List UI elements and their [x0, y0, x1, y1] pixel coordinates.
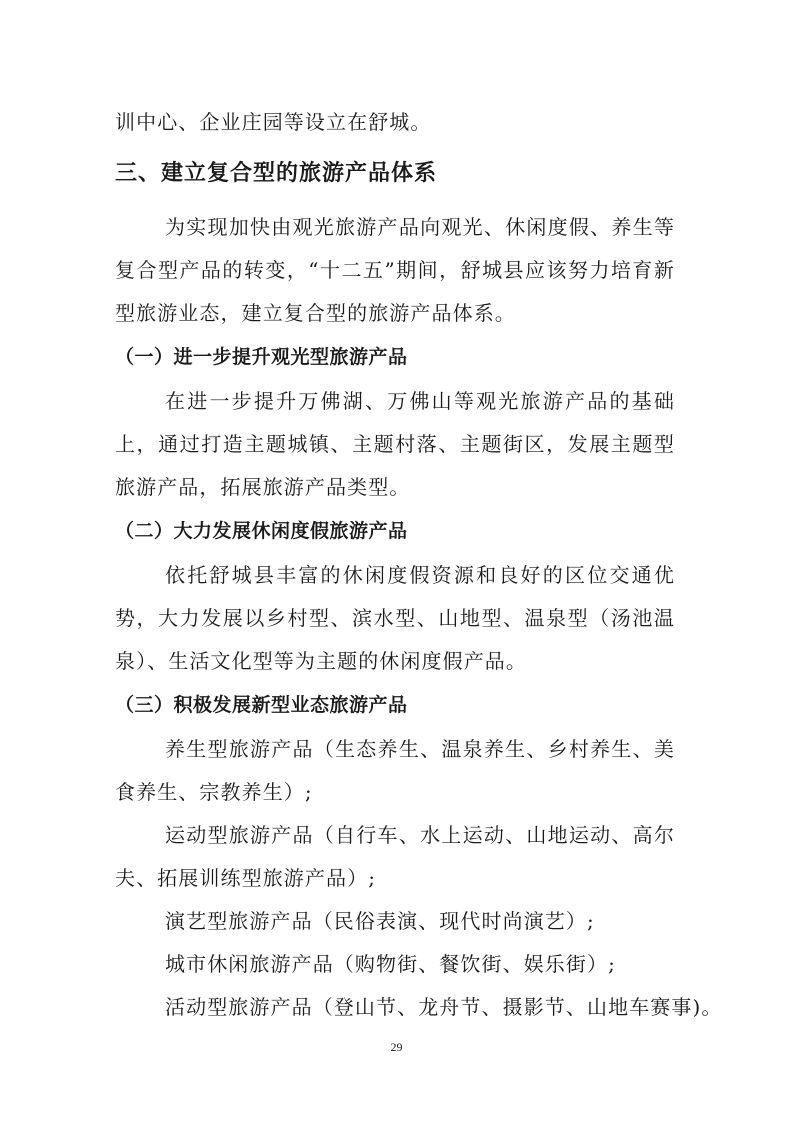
subsection-3-line-2: 食养生、宗教养生）;	[115, 780, 313, 804]
intro-line-2: 复合型产品的转变，“十二五”期间，舒城县应该努力培育新	[115, 258, 675, 282]
subsection-3-line-5: 演艺型旅游产品（民俗表演、现代时尚演艺）;	[165, 909, 595, 933]
subsection-3-line-6: 城市休闲旅游产品（购物街、餐饮街、娱乐街）;	[165, 952, 616, 976]
subsection-heading-3: （三）积极发展新型业态旅游产品	[115, 694, 408, 716]
subsection-heading-1: （一）进一步提升观光型旅游产品	[115, 346, 408, 368]
intro-line-3: 型旅游业态，建立复合型的旅游产品体系。	[115, 301, 516, 325]
continuation-text: 训中心、企业庄园等设立在舒城。	[115, 110, 432, 134]
subsection-2-line-1: 依托舒城县丰富的休闲度假资源和良好的区位交通优	[165, 563, 675, 587]
subsection-3-line-4: 夫、拓展训练型旅游产品）;	[115, 866, 377, 890]
subsection-3-line-3: 运动型旅游产品（自行车、水上运动、山地运动、高尔	[165, 823, 675, 847]
subsection-1-line-1: 在进一步提升万佛湖、万佛山等观光旅游产品的基础	[165, 389, 675, 413]
page-number: 29	[390, 1040, 403, 1054]
subsection-1-line-2: 上，通过打造主题城镇、主题村落、主题街区，发展主题型	[115, 432, 675, 456]
subsection-1-line-3: 旅游产品，拓展旅游产品类型。	[115, 475, 411, 499]
subsection-3-line-1: 养生型旅游产品（生态养生、温泉养生、乡村养生、美	[165, 737, 675, 761]
subsection-heading-2: （二）大力发展休闲度假旅游产品	[115, 520, 408, 542]
subsection-3-line-7: 活动型旅游产品（登山节、龙舟节、摄影节、山地车赛事)。	[165, 995, 723, 1019]
subsection-2-line-3: 泉）、生活文化型等为主题的休闲度假产品。	[115, 649, 527, 673]
subsection-2-line-2: 势，大力发展以乡村型、滨水型、山地型、温泉型（汤池温	[115, 606, 675, 630]
intro-line-1: 为实现加快由观光旅游产品向观光、休闲度假、养生等	[165, 215, 675, 239]
section-heading: 三、建立复合型的旅游产品体系	[115, 161, 438, 186]
